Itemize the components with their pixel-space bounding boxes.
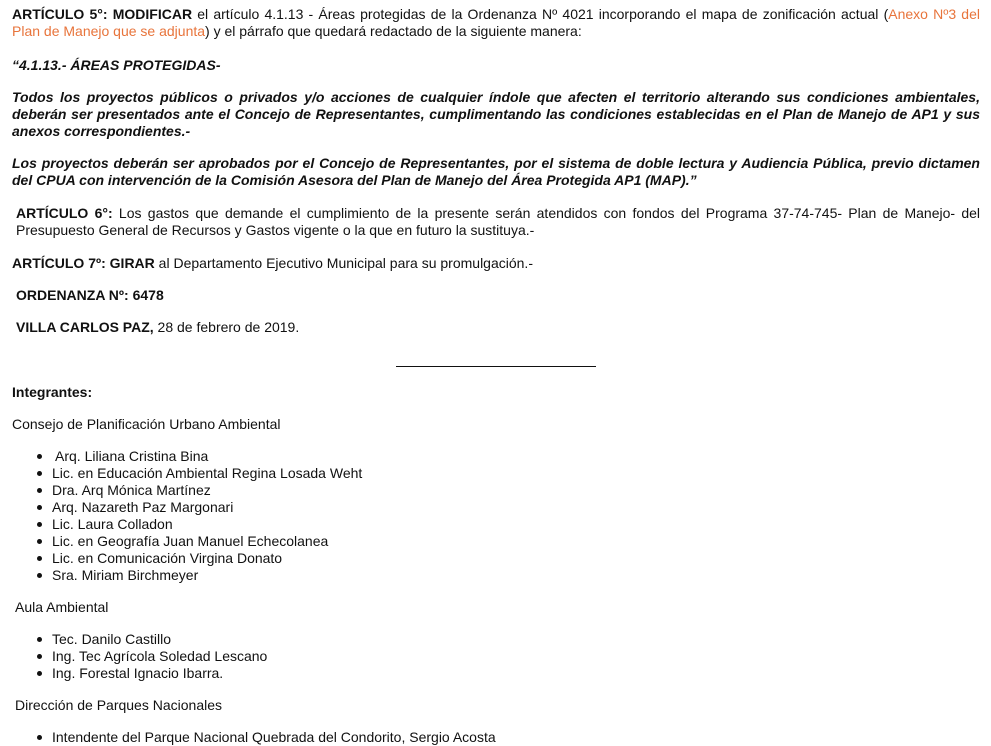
annex-3-link[interactable]: Anexo Nº3 del Plan de Manejo que se adjunta	[12, 6, 980, 39]
ordinance-number	[12, 287, 980, 304]
article-7-label: ARTÍCULO 7º:	[12, 255, 106, 271]
article-5-text-before: el artículo 4.1.13 - Áreas protegidas de la Ordenanza Nº 4021 incorporando el mapa de zonificación actual (	[192, 6, 889, 22]
group-title-aula-ambiental: Aula Ambiental	[15, 599, 109, 615]
article-5-verb: MODIFICAR	[112, 6, 193, 22]
members-title: Integrantes:	[12, 384, 93, 400]
list-item: Lic. en Comunicación Virgina Donato	[52, 550, 980, 567]
divider-line	[396, 352, 596, 367]
article-7-text: al Departamento Ejecutivo Municipal para su promulgación.-	[154, 255, 533, 271]
group-title-parques-nacionales: Dirección de Parques Nacionales	[15, 697, 222, 713]
article-5-label: ARTÍCULO 5°:	[12, 6, 108, 22]
list-item: Ing. Tec Agrícola Soledad Lescano	[52, 648, 980, 665]
list-item: Arq. Nazareth Paz Margonari	[52, 499, 980, 516]
quote-heading: “4.1.13.- ÁREAS PROTEGIDAS-	[12, 57, 221, 73]
list-item: Lic. en Educación Ambiental Regina Losada Weht	[52, 465, 980, 482]
list-item: Intendente del Parque Nacional Quebrada del Condorito, Sergio Acosta	[52, 729, 980, 746]
member-list-aula-ambiental	[12, 631, 980, 682]
list-item: Tec. Danilo Castillo	[52, 631, 980, 648]
list-item: Lic. Laura Colladon	[52, 516, 980, 533]
ordinance-number-label: ORDENANZA Nº: 6478	[16, 287, 164, 303]
place-date-text: 28 de febrero de 2019.	[153, 319, 300, 335]
article-5-text-after: ) y el párrafo que quedará redactado de la siguiente manera:	[205, 23, 582, 39]
list-item: Sra. Miriam Birchmeyer	[52, 567, 980, 584]
article-7	[12, 255, 980, 272]
group-title-cpua: Consejo de Planificación Urbano Ambiental	[12, 416, 281, 432]
place-city: VILLA CARLOS PAZ,	[16, 319, 154, 335]
list-item: Dra. Arq Mónica Martínez	[52, 482, 980, 499]
article-6-label: ARTÍCULO 6°:	[16, 205, 113, 221]
article-5	[12, 0, 980, 40]
member-list-parques-nacionales	[12, 729, 980, 746]
quote-paragraph-1: Todos los proyectos públicos o privados y/o acciones de cualquier índole que afecten el territorio alterando sus condiciones ambientales, deberán ser presentados ante el Concejo de Representantes, cumplimentando las condiciones establecidas en el Plan de Manejo de AP1 y sus anexos correspondientes.-	[12, 89, 980, 139]
quote-paragraph-2: Los proyectos deberán ser aprobados por el Concejo de Representantes, por el sistema de doble lectura y Audiencia Pública, previo dictamen del CPUA con intervención de la Comisión Asesora del Plan de Manejo del Área Protegida AP1 (MAP).”	[12, 155, 980, 188]
member-list-cpua	[12, 448, 980, 584]
article-6-text: Los gastos que demande el cumplimiento de la presente serán atendidos con fondos del Programa 37-74-745- Plan de Manejo- del Presupuesto General de Recursos y Gastos vigente o la que en futuro la sustituya.-	[16, 205, 980, 238]
article-7-verb: GIRAR	[109, 255, 155, 271]
list-item: Ing. Forestal Ignacio Ibarra.	[52, 665, 980, 682]
place-date	[12, 319, 980, 336]
list-item: Arq. Liliana Cristina Bina	[52, 448, 980, 465]
list-item: Lic. en Geografía Juan Manuel Echecolanea	[52, 533, 980, 550]
signature-divider	[12, 352, 980, 369]
article-6	[12, 205, 980, 239]
